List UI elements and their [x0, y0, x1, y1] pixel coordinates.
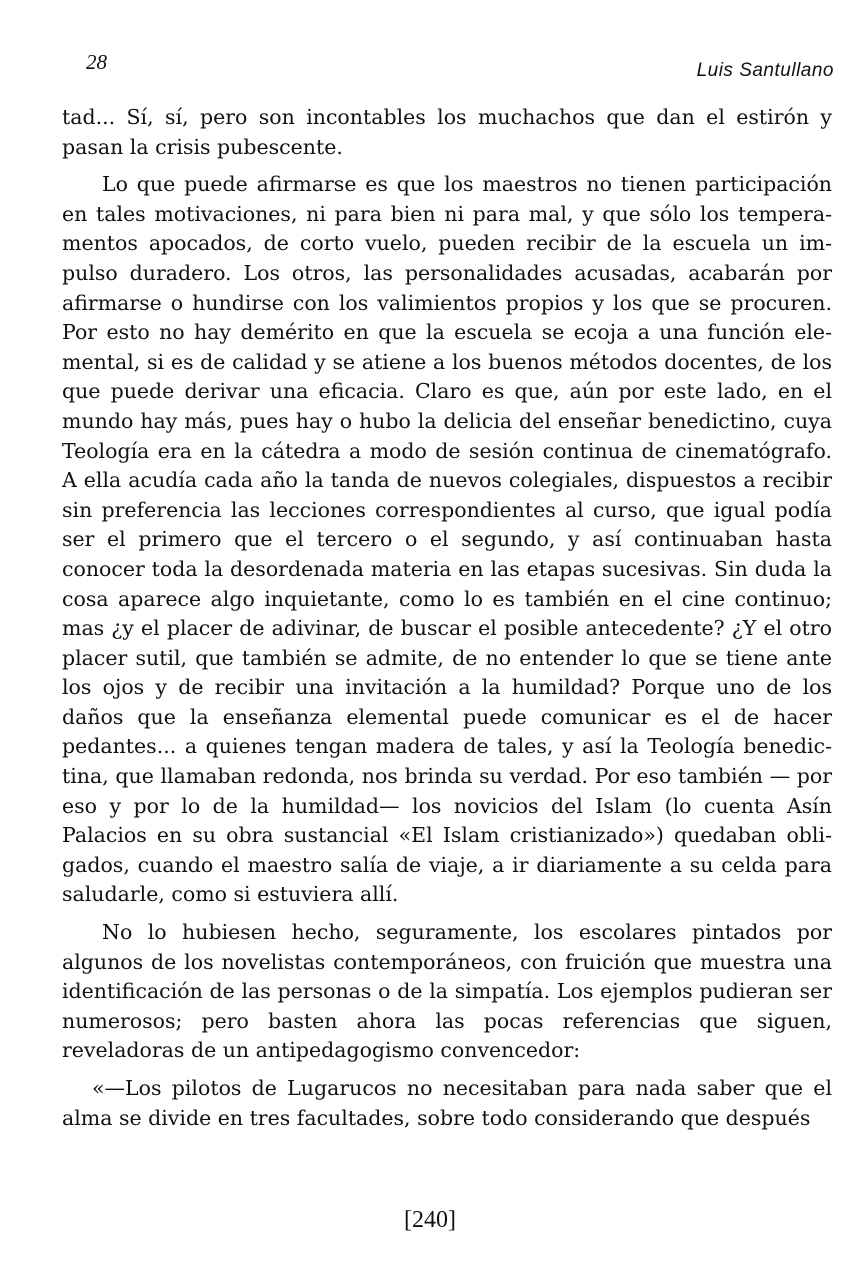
paragraph: No lo hubiesen hecho, seguramente, los escolares pintados por algunos de los novelistas contemporáneos, con fruición que muestra una identificación de las personas o de la simpatía. Los ejemplos pudieran ser numerosos; pero basten ahora las pocas referencias que siguen, reveladoras de un antipedagogismo convencedor:: [62, 920, 832, 1063]
page-number: 28: [86, 50, 107, 74]
quoted-paragraph: «—Los pilotos de Lugarucos no necesitaban para nada saber que el alma se divide en tres facultades, sobre todo considerando que después: [62, 1076, 832, 1130]
body-text: [62, 103, 832, 1133]
paragraph: Lo que puede afirmarse es que los maestros no tienen participación en tales motivaciones, ni para bien ni para mal, y que sólo los temperamentos apocados, de corto vuelo, pueden recibir de la escuela un impulso duradero. Los otros, las personalidades acusadas, acabarán por afirmarse o hundirse con los valimientos propios y los que se procuren. Por esto no hay demérito en que la escuela se ecoja a una función elemental, si es de calidad y se atiene a los buenos métodos docentes, de los que puede derivar una eficacia. Claro es que, aún por este lado, en el mundo hay más, pues hay o hubo la delicia del enseñar benedictino, cuya Teología era en la cátedra a modo de sesión continua de cinematógrafo. A ella acudía cada año la tanda de nuevos colegiales, dispuestos a recibir sin preferencia las lecciones correspondientes al curso, que igual podía ser el primero que el tercero o el segundo, y así continuaban hasta conocer toda la desordenada materia en las etapas sucesivas. Sin duda la cosa aparece algo inquietante, como lo es también en el cine continuo; mas ¿y el placer de adivinar, de buscar el posible antecedente? ¿Y el otro placer sutil, que también se admite, de no entender lo que se tiene ante los ojos y de recibir una invitación a la humildad? Porque uno de los daños que la enseñanza elemental puede comunicar es el de hacer pedantes... a quienes tengan madera de tales, y así la Teología benedictina, que llamaban redonda, nos brinda su verdad. Por eso también — por eso y por lo de la humildad— los novicios del Islam (lo cuenta Asín Palacios en su obra sustancial «El Islam cristianizado») quedaban obligados, cuando el maestro salía de viaje, a ir diariamente a su celda para saludarle, como si estuviera allí.: [62, 172, 832, 907]
running-head-author: Luis Santullano: [696, 60, 834, 81]
paragraph-continuation: tad... Sí, sí, pero son incontables los muchachos que dan el estirón y pasan la crisis pubescente.: [62, 105, 832, 159]
footer-folio: [240]: [404, 1207, 456, 1233]
